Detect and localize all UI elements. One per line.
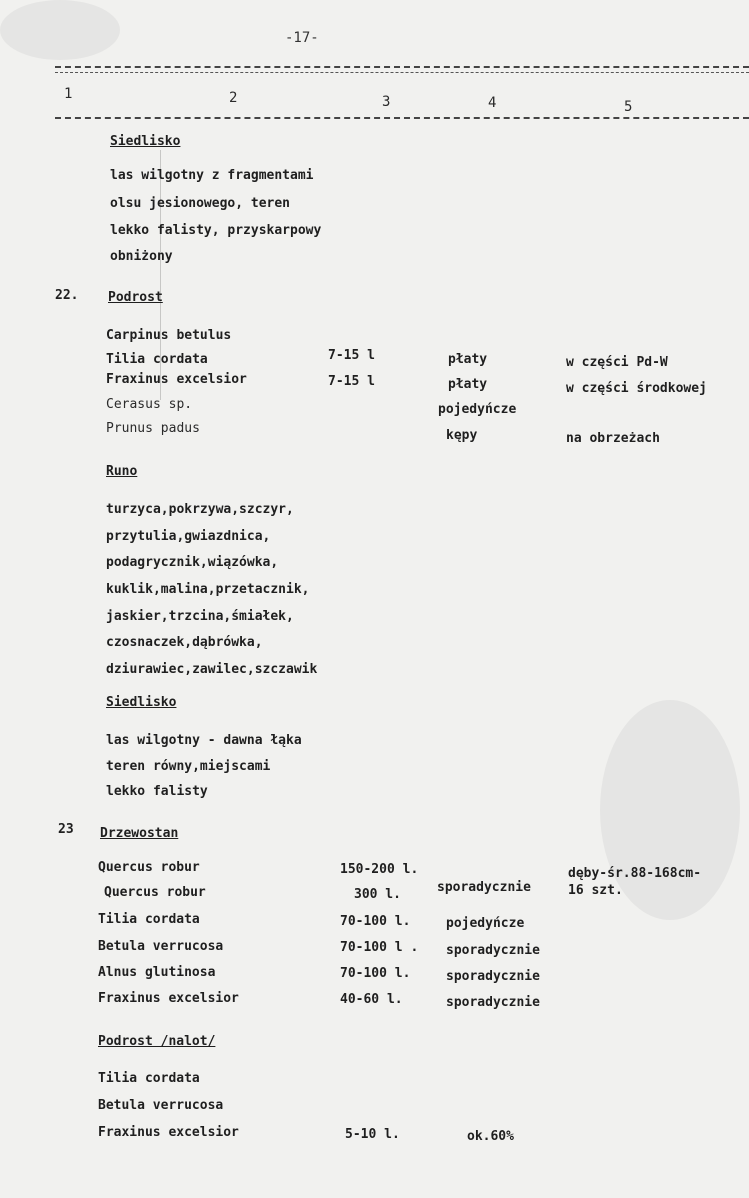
form-value: sporadycznie — [446, 943, 540, 958]
form-value: sporadycznie — [446, 995, 540, 1010]
section-title-podrost: Podrost — [108, 290, 163, 305]
section-title-siedlisko: Siedlisko — [110, 134, 181, 149]
species-name: Tilia cordata — [106, 352, 208, 367]
text-line: las wilgotny z fragmentami — [110, 168, 314, 183]
section-title-siedlisko: Siedlisko — [106, 695, 177, 710]
age-value: 40-60 l. — [340, 992, 403, 1007]
note-value: 16 szt. — [568, 883, 623, 898]
text-line: dziurawiec,zawilec,szczawik — [106, 662, 318, 677]
column-header-5: 5 — [624, 99, 633, 115]
column-header-2: 2 — [229, 90, 238, 106]
scan-smudge — [0, 0, 120, 60]
section-title-podrost-nalot: Podrost /nalot/ — [98, 1034, 216, 1049]
text-line: obniżony — [110, 249, 173, 264]
age-value: 7-15 l — [328, 374, 375, 389]
age-value: 70-100 l. — [340, 914, 411, 929]
form-value: ok.60% — [467, 1129, 514, 1144]
entry-number: 22. — [55, 288, 79, 303]
species-name: Tilia cordata — [98, 1071, 200, 1086]
text-line: jaskier,trzcina,śmiałek, — [106, 609, 294, 624]
page-number: -17- — [285, 30, 319, 46]
age-value: 70-100 l . — [340, 940, 419, 955]
age-value: 150-200 l. — [340, 862, 419, 877]
form-value: płaty — [448, 352, 488, 367]
form-value: pojedyńcze — [446, 916, 525, 931]
species-name: Betula verrucosa — [98, 1098, 224, 1113]
form-value: kępy — [446, 428, 478, 443]
section-title-runo: Runo — [106, 464, 138, 479]
form-value: sporadycznie — [437, 880, 531, 895]
text-line: czosnaczek,dąbrówka, — [106, 635, 263, 650]
form-value: płaty — [448, 377, 488, 392]
text-line: teren równy,miejscami — [106, 759, 271, 774]
species-name: Fraxinus excelsior — [106, 372, 247, 387]
species-name: Prunus padus — [106, 421, 200, 436]
note-value: w części środkowej — [566, 381, 707, 396]
form-value: pojedyńcze — [438, 402, 517, 417]
text-line: podagrycznik,wiązówka, — [106, 555, 279, 570]
column-header-1: 1 — [64, 86, 73, 102]
species-name: Betula verrucosa — [98, 939, 224, 954]
text-line: kuklik,malina,przetacznik, — [106, 582, 310, 597]
species-name: Tilia cordata — [98, 912, 200, 927]
text-line: turzyca,pokrzywa,szczyr, — [106, 502, 294, 517]
age-value: 70-100 l. — [340, 966, 411, 981]
species-name: Quercus robur — [104, 885, 206, 900]
age-value: 7-15 l — [328, 348, 375, 363]
text-line: lekko falisty, przyskarpowy — [110, 223, 322, 238]
column-header-3: 3 — [382, 94, 391, 110]
species-name: Alnus glutinosa — [98, 965, 216, 980]
form-value: sporadycznie — [446, 969, 540, 984]
note-value: w części Pd-W — [566, 355, 668, 370]
age-value: 5-10 l. — [345, 1127, 400, 1142]
text-line: olsu jesionowego, teren — [110, 196, 291, 211]
entry-number: 23 — [58, 822, 74, 837]
species-name: Quercus robur — [98, 860, 200, 875]
header-rule-top — [55, 66, 749, 68]
text-line: lekko falisty — [106, 784, 208, 799]
age-value: 300 l. — [354, 887, 401, 902]
species-name: Fraxinus excelsior — [98, 991, 239, 1006]
note-value: dęby-śr.88-168cm- — [568, 866, 702, 881]
note-value: na obrzeżach — [566, 431, 660, 446]
species-name: Fraxinus excelsior — [98, 1125, 239, 1140]
text-line: las wilgotny - dawna łąka — [106, 733, 302, 748]
section-title-drzewostan: Drzewostan — [100, 826, 179, 841]
column-header-4: 4 — [488, 95, 497, 111]
header-rule-top-2 — [55, 72, 749, 73]
species-name: Cerasus sp. — [106, 397, 193, 412]
header-rule-bottom — [55, 117, 749, 119]
text-line: przytulia,gwiazdnica, — [106, 529, 271, 544]
species-name: Carpinus betulus — [106, 328, 232, 343]
